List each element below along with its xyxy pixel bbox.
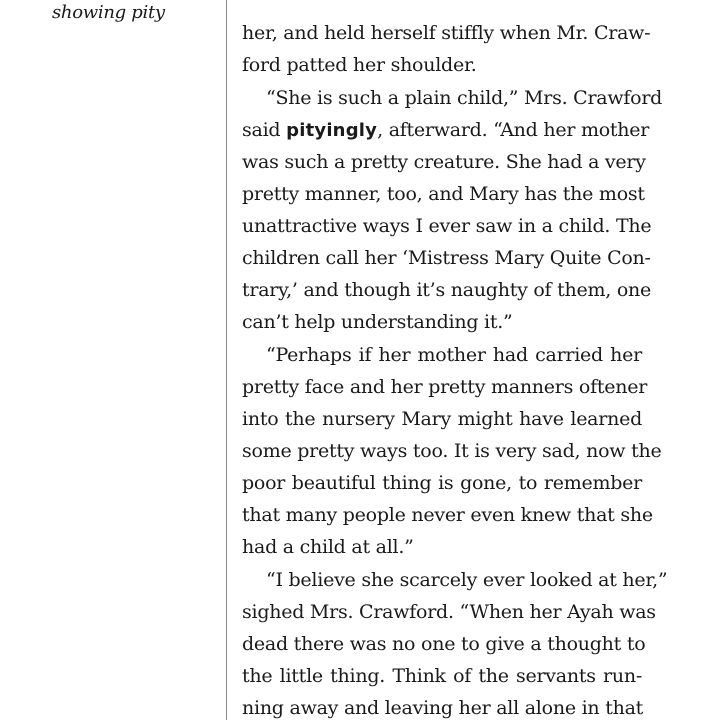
text-line: her, and held herself stiffly when Mr. Craw- xyxy=(242,22,651,44)
margin-note-definition: showing pity xyxy=(52,2,165,23)
text-line: that many people never even knew that she xyxy=(242,504,653,526)
text-line-with-vocab: said pityingly, afterward. “And her mother xyxy=(242,119,650,141)
text-line: the little thing. Think of the servants run- xyxy=(242,665,642,687)
text-line: pretty manner, too, and Mary has the most xyxy=(242,183,645,205)
text-line: had a child at all.” xyxy=(242,536,414,558)
text-line: ford patted her shoulder. xyxy=(242,54,477,76)
text-line: “She is such a plain child,” Mrs. Crawford xyxy=(266,87,663,109)
text-line: can’t help understanding it.” xyxy=(242,311,513,333)
text-line: poor beautiful thing is gone, to remember xyxy=(242,472,642,494)
vocab-word: pityingly xyxy=(286,120,378,141)
text-line: pretty face and her pretty manners oftener xyxy=(242,376,648,398)
text-line: unattractive ways I ever saw in a child. The xyxy=(242,215,652,237)
margin-divider xyxy=(226,0,227,720)
said-word: said xyxy=(242,119,281,141)
text-line: trary,’ and though it’s naughty of them, one xyxy=(242,279,652,301)
text-line: was such a pretty creature. She had a very xyxy=(242,151,646,173)
text-line: sighed Mrs. Crawford. “When her Ayah was xyxy=(242,601,656,623)
text-segment: afterward. “And her mother xyxy=(388,119,650,141)
text-line: children call her ‘Mistress Mary Quite Con- xyxy=(242,247,651,269)
text-line: “I believe she scarcely ever looked at her,” xyxy=(266,569,668,591)
text-line: some pretty ways too. It is very sad, now the xyxy=(242,440,662,462)
text-line: ning away and leaving her all alone in that xyxy=(242,697,644,719)
text-line: “Perhaps if her mother had carried her xyxy=(266,344,642,366)
text-line: into the nursery Mary might have learned xyxy=(242,408,642,430)
text-line: dead there was no one to give a thought to xyxy=(242,633,646,655)
